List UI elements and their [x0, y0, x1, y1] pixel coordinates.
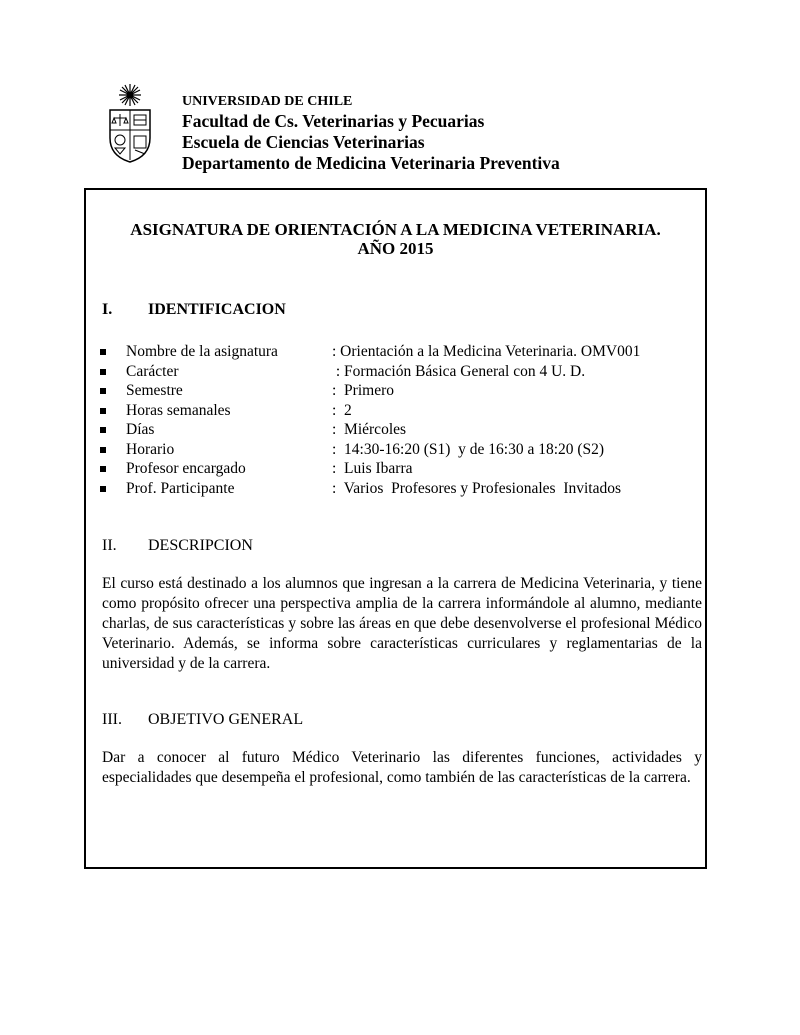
item-value: : 2 — [332, 401, 352, 419]
school-name: Escuela de Ciencias Veterinarias — [182, 132, 425, 152]
bullet-icon — [100, 466, 106, 472]
document-title — [86, 220, 705, 258]
bullet-icon — [100, 408, 106, 414]
department-name: Departamento de Medicina Veterinaria Preventiva — [182, 153, 560, 173]
item-label: Prof. Participante — [126, 479, 235, 497]
section-identification-heading — [102, 301, 286, 319]
objective-paragraph — [102, 748, 702, 788]
section-title: IDENTIFICACION — [148, 301, 286, 318]
item-label: Horas semanales — [126, 401, 231, 419]
bullet-icon — [100, 369, 106, 375]
item-label: Días — [126, 421, 155, 438]
bullet-icon — [100, 447, 106, 453]
item-label: Nombre de la asignatura — [126, 343, 278, 360]
item-value: : Orientación a la Medicina Veterinaria. OMV001 — [332, 343, 641, 360]
section-objective-heading — [102, 711, 303, 729]
item-label: Profesor encargado — [126, 460, 246, 477]
item-label: Semestre — [126, 382, 183, 399]
objective-text: Dar a conocer al futuro Médico Veterinario las diferentes funciones, actividades y especialidades que desempeña el profesional, como también de las características de la carrera. — [102, 749, 702, 786]
document-title-line1: ASIGNATURA DE ORIENTACIÓN A LA MEDICINA VETERINARIA. — [130, 220, 661, 239]
bullet-icon — [100, 349, 106, 355]
university-name: UNIVERSIDAD DE CHILE — [182, 94, 353, 109]
description-text: El curso está destinado a los alumnos que ingresan a la carrera de Medicina Veterinaria, y tiene como propósito ofrecer una perspectiva amplia de la carrera informándole al alumno, mediante charlas, de sus características y sobre las áreas en que debe desenvolverse el profesional Médico Veterinario. Además, se informa sobre características curriculares y reglamentarias de la universidad y de la carrera. — [102, 575, 702, 672]
section-description-heading — [102, 537, 253, 555]
item-value: : Varios Profesores y Profesionales Invitados — [332, 479, 622, 497]
item-value: : Luis Ibarra — [332, 460, 413, 477]
section-number: III. — [102, 711, 122, 728]
item-value: : Miércoles — [332, 421, 407, 438]
section-title: DESCRIPCION — [148, 537, 253, 554]
university-crest-icon — [104, 84, 156, 164]
section-number: II. — [102, 537, 117, 554]
bullet-icon — [100, 388, 106, 394]
item-label: Carácter — [126, 362, 179, 380]
item-value: : Formación Básica General con 4 U. D. — [332, 362, 586, 380]
description-paragraph — [102, 574, 702, 674]
bullet-icon — [100, 486, 106, 492]
document-title-line2: AÑO 2015 — [357, 239, 434, 258]
faculty-name: Facultad de Cs. Veterinarias y Pecuarias — [182, 111, 485, 131]
item-value: : Primero — [332, 382, 394, 399]
bullet-icon — [100, 427, 106, 433]
item-value: : 14:30-16:20 (S1) y de 16:30 a 18:20 (S2) — [332, 440, 605, 458]
section-title: OBJETIVO GENERAL — [148, 711, 304, 728]
course-document-box — [84, 188, 707, 869]
section-number: I. — [102, 301, 113, 318]
item-label: Horario — [126, 440, 175, 458]
institution-header — [182, 93, 560, 174]
